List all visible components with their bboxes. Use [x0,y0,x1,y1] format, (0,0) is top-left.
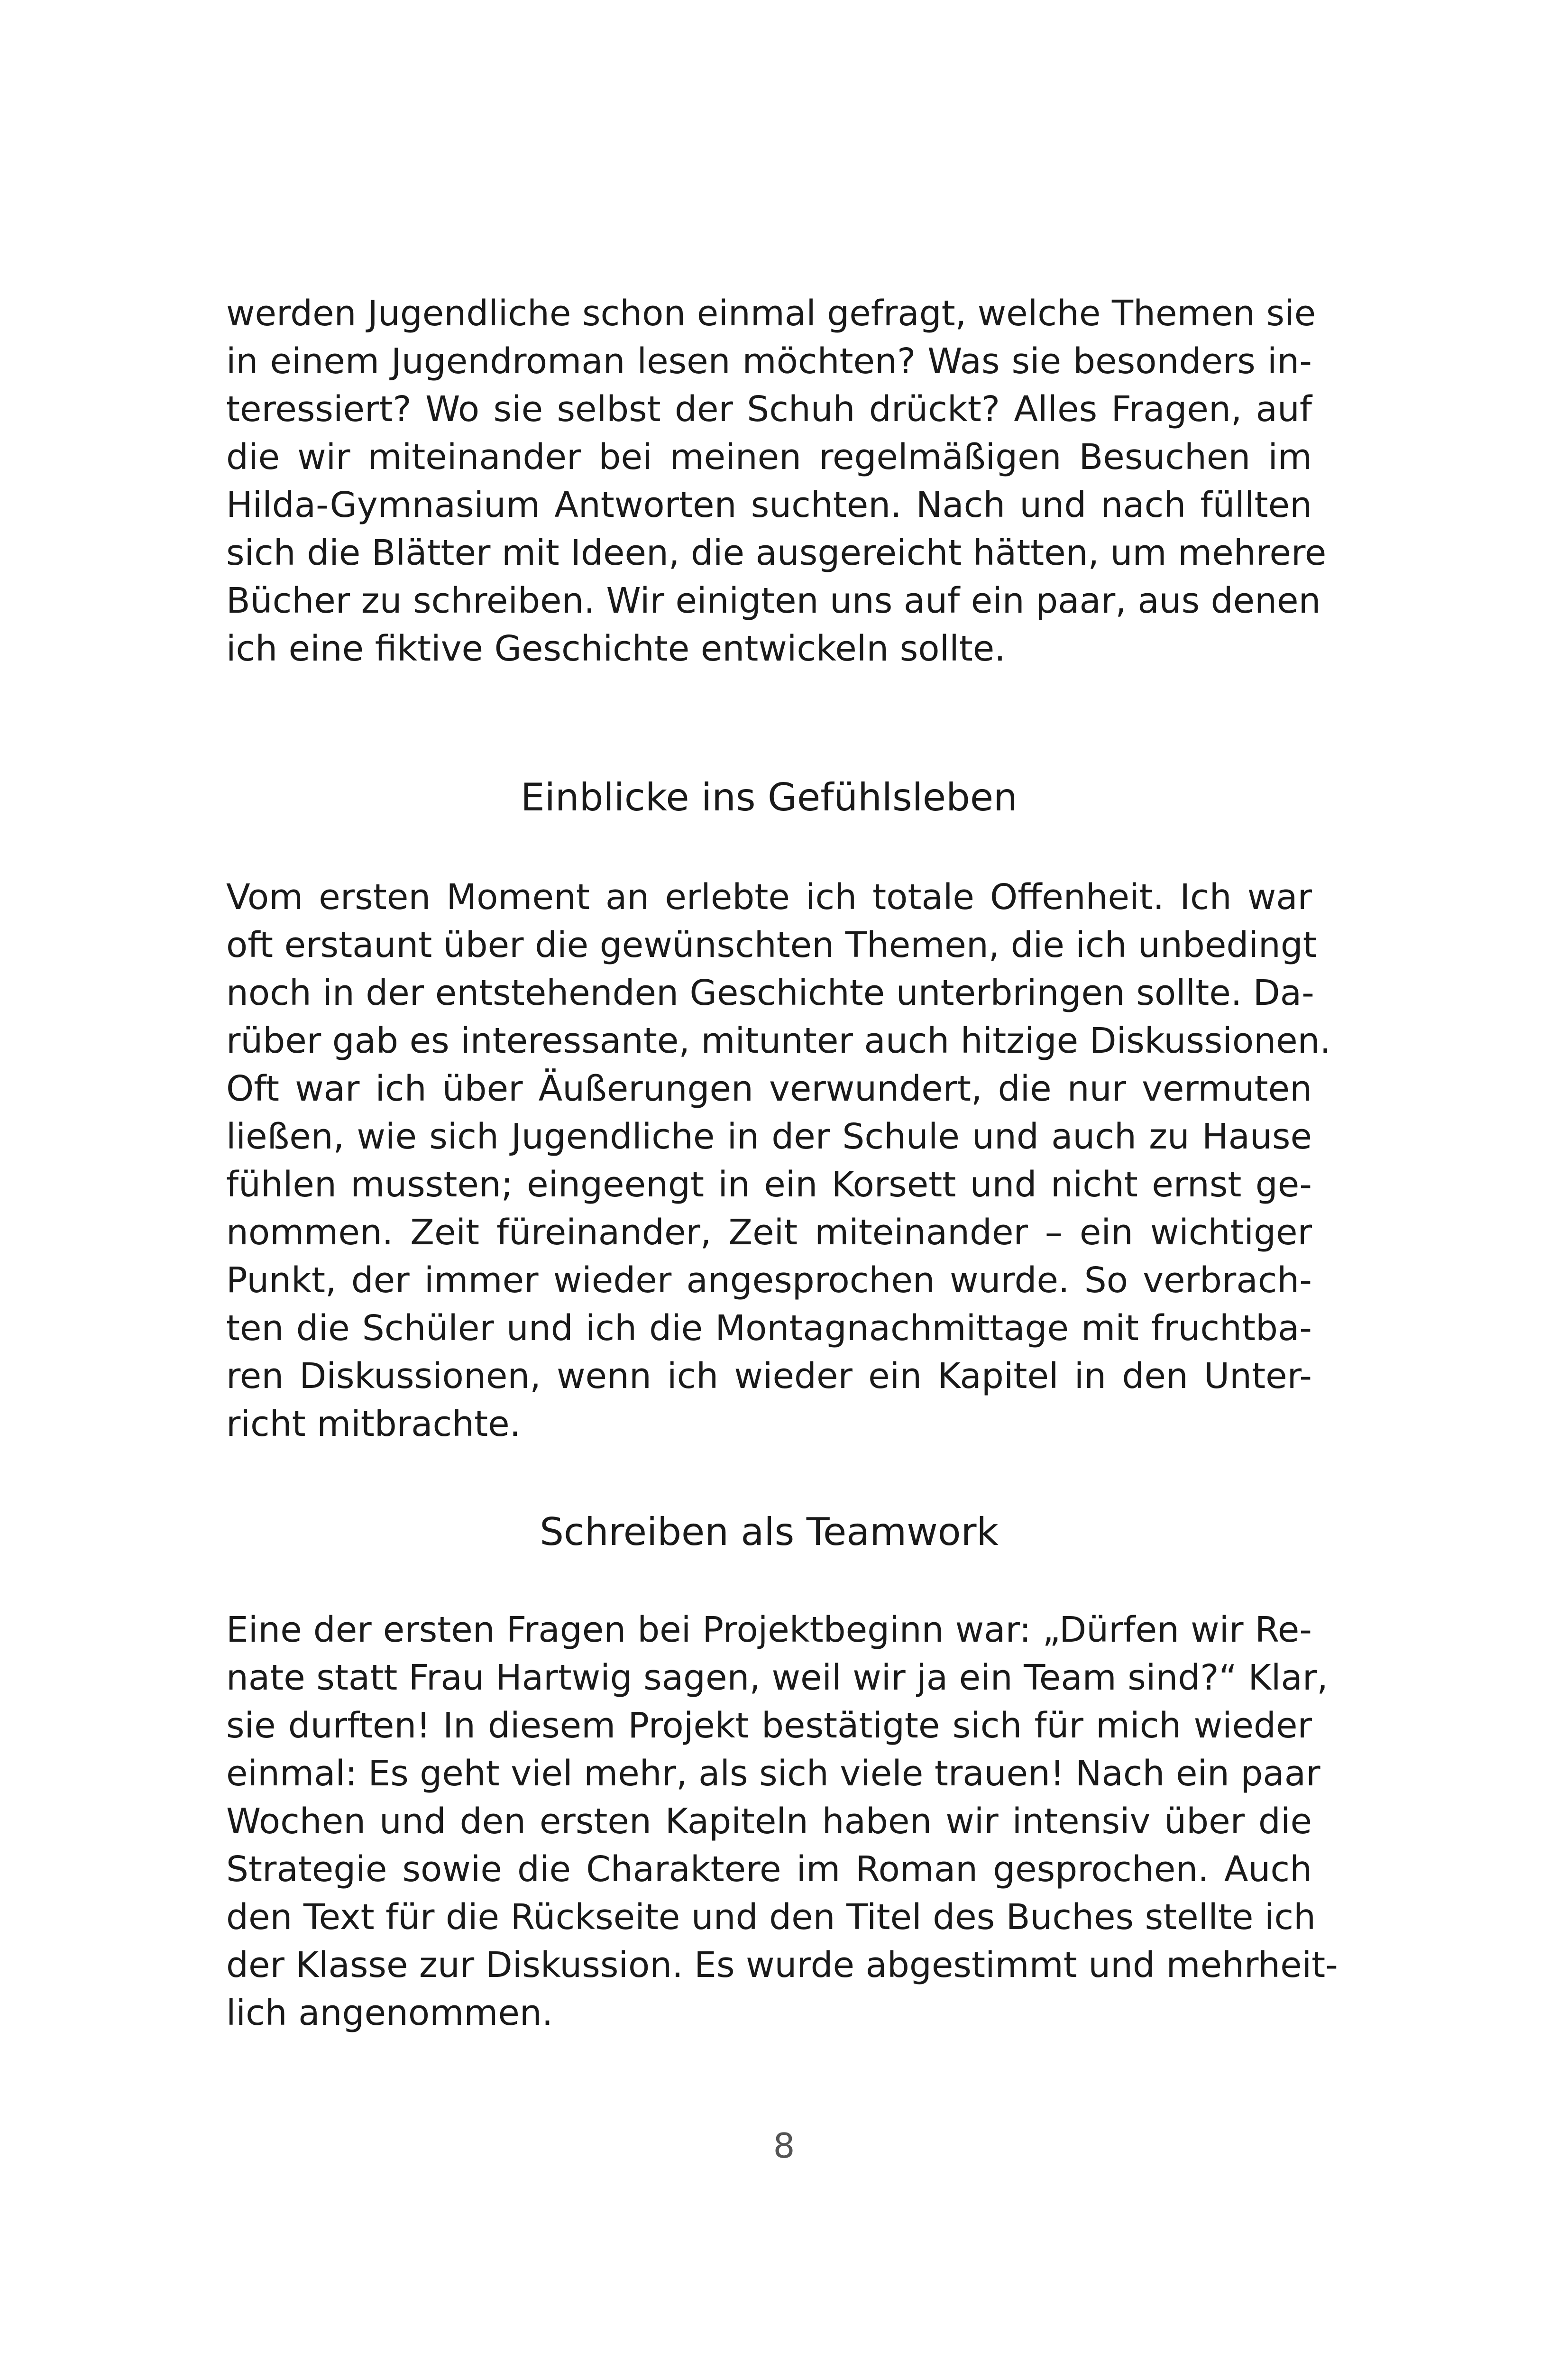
text-line: Bücher zu schreiben. Wir einigten uns auf ein paar, aus denen [226,580,1321,621]
text-line: lich angenommen. [226,1993,553,2033]
text-line: sich die Blätter mit Ideen, die ausgereicht hätten, um mehrere [226,533,1327,573]
paragraph-2 [226,873,1331,1448]
text-line: Punkt, der immer wieder angesprochen wurde. So verbrach- [226,1260,1312,1301]
text-line: noch in der entstehenden Geschichte unterbringen sollte. Da- [226,973,1314,1013]
text-line: fühlen mussten; eingeengt in ein Korsett und nicht ernst ge- [226,1164,1312,1205]
text-line: ten die Schüler und ich die Montagnachmittage mit fruchtba- [226,1308,1312,1349]
text-line: sie durften! In diesem Projekt bestätigte sich für mich wieder [226,1705,1312,1746]
section-heading-1: Einblicke ins Gefühlsleben [521,775,1018,819]
text-line: ließen, wie sich Jugendliche in der Schule und auch zu Hause [226,1116,1312,1157]
text-line: der Klasse zur Diskussion. Es wurde abgestimmt und mehrheit- [226,1945,1338,1985]
paragraph-1 [226,290,1327,673]
text-line: teressiert? Wo sie selbst der Schuh drückt? Alles Fragen, auf [226,389,1312,430]
text-line: Hilda-Gymnasium Antworten suchten. Nach und nach füllten [226,485,1312,525]
section-heading-2: Schreiben als Teamwork [540,1510,999,1554]
text-line: oft erstaunt über die gewünschten Themen, die ich unbedingt [226,925,1317,965]
text-line: die wir miteinander bei meinen regelmäßigen Besuchen im [226,437,1312,478]
text-line: Vom ersten Moment an erlebte ich totale Offenheit. Ich war [226,877,1312,918]
text-line: Eine der ersten Fragen bei Projektbeginn war: „Dürfen wir Re- [226,1609,1312,1650]
text-line: den Text für die Rückseite und den Titel des Buches stellte ich [226,1897,1316,1938]
text-line: nate statt Frau Hartwig sagen, weil wir ja ein Team sind?“ Klar, [226,1657,1328,1698]
text-line: Wochen und den ersten Kapiteln haben wir intensiv über die [226,1801,1312,1842]
text-line: richt mitbrachte. [226,1404,521,1444]
page-number: 8 [773,2126,795,2166]
text-line: Oft war ich über Äußerungen verwundert, die nur vermuten [226,1068,1312,1109]
text-line: rüber gab es interessante, mitunter auch hitzige Diskussionen. [226,1020,1331,1061]
text-line: Strategie sowie die Charaktere im Roman gesprochen. Auch [226,1849,1312,1890]
text-line: werden Jugendliche schon einmal gefragt, welche Themen sie [226,293,1316,334]
text-line: ren Diskussionen, wenn ich wieder ein Kapitel in den Unter- [226,1356,1312,1397]
text-line: ich eine fiktive Geschichte entwickeln sollte. [226,628,1006,669]
paragraph-3 [226,1606,1338,2037]
text-line: nommen. Zeit füreinander, Zeit miteinander – ein wichtiger [226,1212,1312,1253]
text-line: einmal: Es geht viel mehr, als sich viele trauen! Nach ein paar [226,1753,1320,1794]
text-line: in einem Jugendroman lesen möchten? Was sie besonders in- [226,341,1312,382]
